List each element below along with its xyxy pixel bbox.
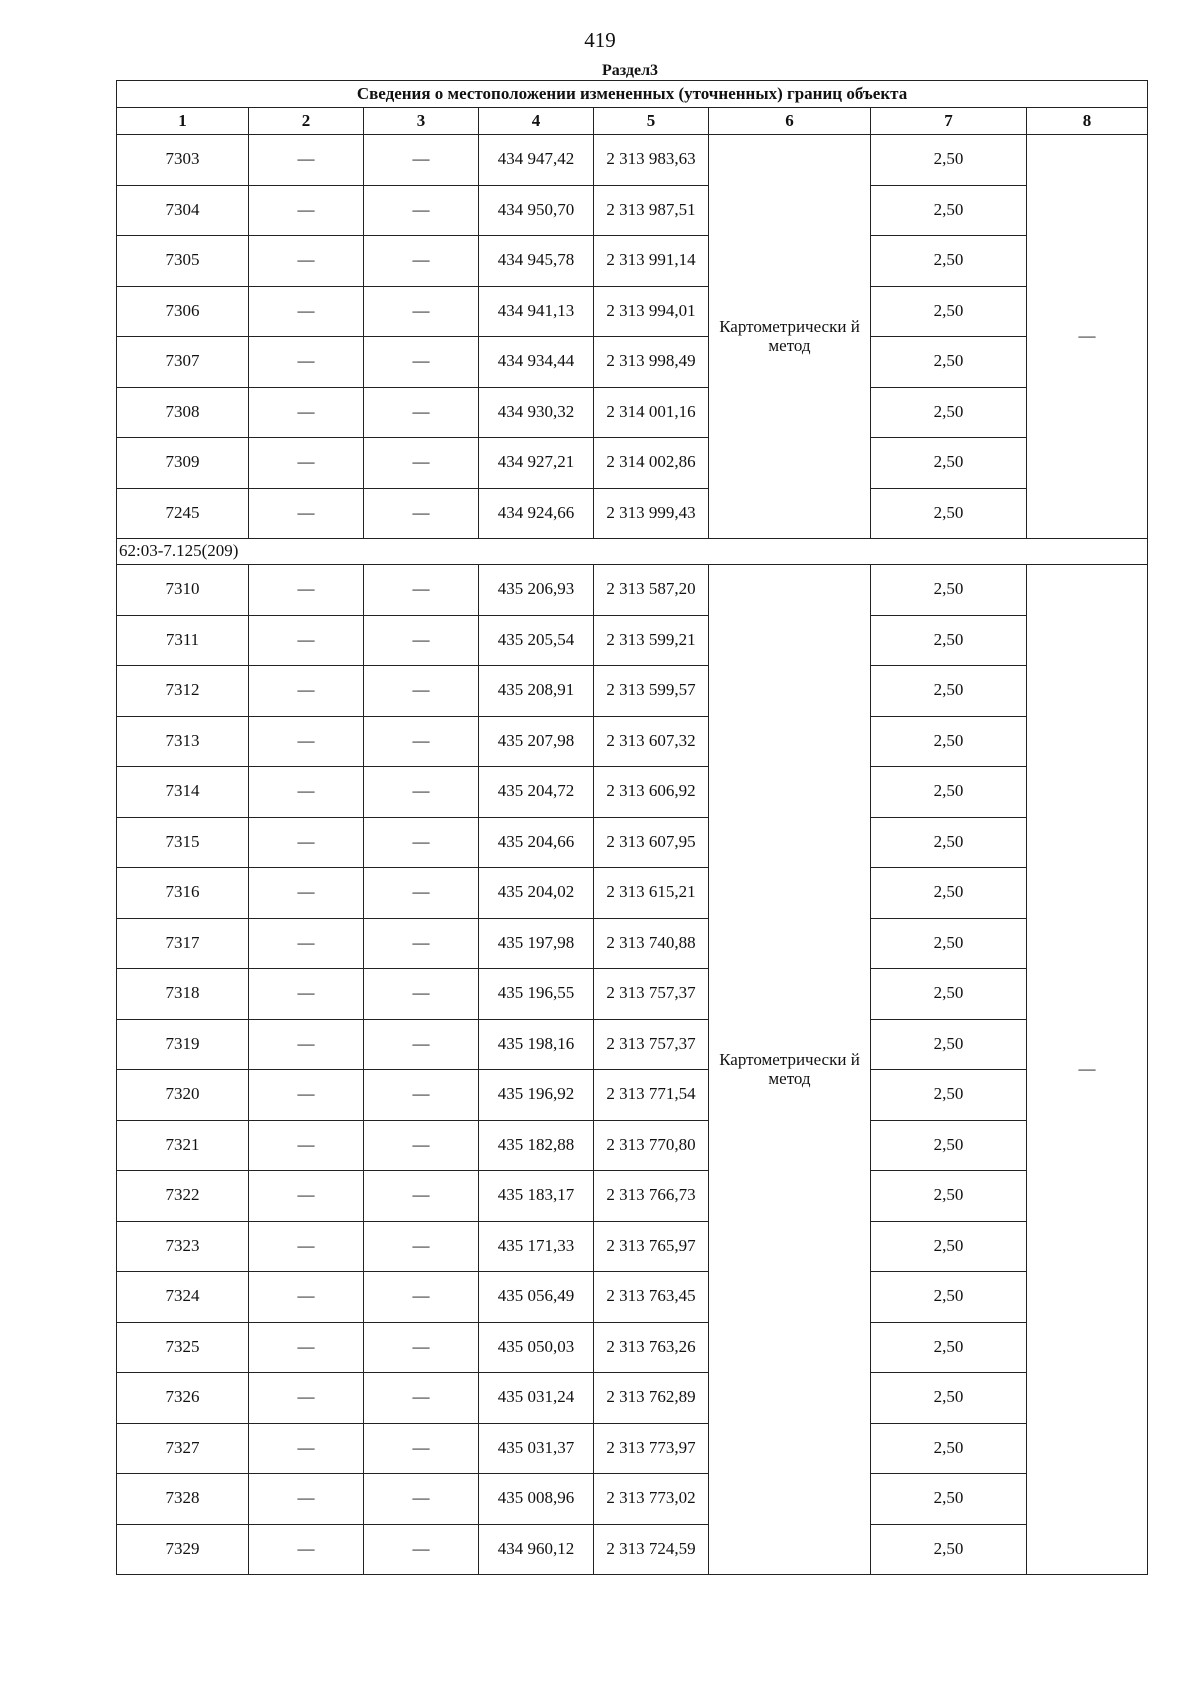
- column-2-cell: —: [249, 868, 364, 919]
- table-row: [117, 868, 1148, 919]
- y-coordinate-cell: 2 313 724,59: [594, 1524, 709, 1575]
- accuracy-cell: 2,50: [871, 135, 1027, 186]
- x-coordinate-cell: 435 196,55: [479, 969, 594, 1020]
- column-3-cell: —: [364, 488, 479, 539]
- point-number-cell: 7305: [117, 236, 249, 287]
- accuracy-cell: 2,50: [871, 918, 1027, 969]
- point-number-cell: 7309: [117, 438, 249, 489]
- y-coordinate-cell: 2 314 001,16: [594, 387, 709, 438]
- column-2-cell: —: [249, 236, 364, 287]
- x-coordinate-cell: 434 930,32: [479, 387, 594, 438]
- y-coordinate-cell: 2 313 765,97: [594, 1221, 709, 1272]
- column-number-row: [117, 108, 1148, 135]
- column-3-cell: —: [364, 438, 479, 489]
- accuracy-cell: 2,50: [871, 666, 1027, 717]
- column-3-cell: —: [364, 1272, 479, 1323]
- column-2-cell: —: [249, 1019, 364, 1070]
- column-2-cell: —: [249, 286, 364, 337]
- accuracy-cell: 2,50: [871, 767, 1027, 818]
- column-2-cell: —: [249, 387, 364, 438]
- column-3-cell: —: [364, 1524, 479, 1575]
- point-number-cell: 7329: [117, 1524, 249, 1575]
- x-coordinate-cell: 434 945,78: [479, 236, 594, 287]
- x-coordinate-cell: 435 056,49: [479, 1272, 594, 1323]
- column-3-cell: —: [364, 1221, 479, 1272]
- accuracy-cell: 2,50: [871, 1423, 1027, 1474]
- x-coordinate-cell: 435 198,16: [479, 1019, 594, 1070]
- column-3-cell: —: [364, 1423, 479, 1474]
- y-coordinate-cell: 2 313 606,92: [594, 767, 709, 818]
- y-coordinate-cell: 2 313 757,37: [594, 1019, 709, 1070]
- column-number: 7: [871, 108, 1027, 135]
- accuracy-cell: 2,50: [871, 337, 1027, 388]
- table-row: [117, 767, 1148, 818]
- parcel-group-row: [117, 539, 1148, 565]
- table-row: [117, 337, 1148, 388]
- accuracy-cell: 2,50: [871, 565, 1027, 616]
- column-3-cell: —: [364, 1019, 479, 1070]
- column-2-cell: —: [249, 615, 364, 666]
- column-3-cell: —: [364, 185, 479, 236]
- column-2-cell: —: [249, 1171, 364, 1222]
- x-coordinate-cell: 435 031,37: [479, 1423, 594, 1474]
- column-2-cell: —: [249, 1423, 364, 1474]
- y-coordinate-cell: 2 313 987,51: [594, 185, 709, 236]
- column-2-cell: —: [249, 438, 364, 489]
- table-row: [117, 1019, 1148, 1070]
- y-coordinate-cell: 2 313 991,14: [594, 236, 709, 287]
- column-3-cell: —: [364, 1070, 479, 1121]
- table-row: [117, 1120, 1148, 1171]
- point-number-cell: 7303: [117, 135, 249, 186]
- column-2-cell: —: [249, 716, 364, 767]
- x-coordinate-cell: 435 208,91: [479, 666, 594, 717]
- column-3-cell: —: [364, 969, 479, 1020]
- column-2-cell: —: [249, 918, 364, 969]
- point-number-cell: 7307: [117, 337, 249, 388]
- point-number-cell: 7319: [117, 1019, 249, 1070]
- x-coordinate-cell: 435 204,72: [479, 767, 594, 818]
- column-3-cell: —: [364, 615, 479, 666]
- point-number-cell: 7245: [117, 488, 249, 539]
- table-row: [117, 817, 1148, 868]
- table-row: [117, 1322, 1148, 1373]
- x-coordinate-cell: 435 205,54: [479, 615, 594, 666]
- column-2-cell: —: [249, 565, 364, 616]
- column-8-cell: —: [1027, 565, 1148, 1575]
- point-number-cell: 7326: [117, 1373, 249, 1424]
- table-row: [117, 666, 1148, 717]
- column-2-cell: —: [249, 1272, 364, 1323]
- x-coordinate-cell: 435 171,33: [479, 1221, 594, 1272]
- accuracy-cell: 2,50: [871, 1070, 1027, 1121]
- table-row: [117, 1221, 1148, 1272]
- column-2-cell: —: [249, 1322, 364, 1373]
- point-number-cell: 7318: [117, 969, 249, 1020]
- column-2-cell: —: [249, 488, 364, 539]
- accuracy-cell: 2,50: [871, 1171, 1027, 1222]
- accuracy-cell: 2,50: [871, 1322, 1027, 1373]
- table-row: [117, 1524, 1148, 1575]
- y-coordinate-cell: 2 313 762,89: [594, 1373, 709, 1424]
- table-row: [117, 135, 1148, 186]
- accuracy-cell: 2,50: [871, 1221, 1027, 1272]
- column-number: 4: [479, 108, 594, 135]
- column-2-cell: —: [249, 1120, 364, 1171]
- table-row: [117, 1423, 1148, 1474]
- table-row: [117, 1171, 1148, 1222]
- table-row: [117, 1070, 1148, 1121]
- y-coordinate-cell: 2 313 757,37: [594, 969, 709, 1020]
- x-coordinate-cell: 435 197,98: [479, 918, 594, 969]
- accuracy-cell: 2,50: [871, 1524, 1027, 1575]
- column-3-cell: —: [364, 236, 479, 287]
- column-3-cell: —: [364, 666, 479, 717]
- column-3-cell: —: [364, 135, 479, 186]
- column-3-cell: —: [364, 1171, 479, 1222]
- table-caption: Сведения о местоположении измененных (уточненных) границ объекта: [117, 81, 1148, 108]
- y-coordinate-cell: 2 313 773,02: [594, 1474, 709, 1525]
- y-coordinate-cell: 2 313 763,26: [594, 1322, 709, 1373]
- column-2-cell: —: [249, 1474, 364, 1525]
- column-2-cell: —: [249, 666, 364, 717]
- x-coordinate-cell: 435 204,66: [479, 817, 594, 868]
- column-3-cell: —: [364, 716, 479, 767]
- x-coordinate-cell: 435 050,03: [479, 1322, 594, 1373]
- point-number-cell: 7316: [117, 868, 249, 919]
- point-number-cell: 7324: [117, 1272, 249, 1323]
- y-coordinate-cell: 2 313 766,73: [594, 1171, 709, 1222]
- column-3-cell: —: [364, 1373, 479, 1424]
- table-row: [117, 716, 1148, 767]
- x-coordinate-cell: 435 204,02: [479, 868, 594, 919]
- accuracy-cell: 2,50: [871, 716, 1027, 767]
- table-row: [117, 488, 1148, 539]
- y-coordinate-cell: 2 313 773,97: [594, 1423, 709, 1474]
- table-row: [117, 615, 1148, 666]
- point-number-cell: 7320: [117, 1070, 249, 1121]
- x-coordinate-cell: 435 206,93: [479, 565, 594, 616]
- column-2-cell: —: [249, 817, 364, 868]
- y-coordinate-cell: 2 313 607,32: [594, 716, 709, 767]
- point-number-cell: 7323: [117, 1221, 249, 1272]
- table-row: [117, 969, 1148, 1020]
- x-coordinate-cell: 435 183,17: [479, 1171, 594, 1222]
- point-number-cell: 7321: [117, 1120, 249, 1171]
- column-2-cell: —: [249, 337, 364, 388]
- x-coordinate-cell: 434 924,66: [479, 488, 594, 539]
- accuracy-cell: 2,50: [871, 236, 1027, 287]
- table-row: [117, 565, 1148, 616]
- column-2-cell: —: [249, 135, 364, 186]
- y-coordinate-cell: 2 313 587,20: [594, 565, 709, 616]
- table-row: [117, 286, 1148, 337]
- x-coordinate-cell: 434 934,44: [479, 337, 594, 388]
- column-number: 2: [249, 108, 364, 135]
- column-3-cell: —: [364, 918, 479, 969]
- y-coordinate-cell: 2 313 999,43: [594, 488, 709, 539]
- table-row: [117, 1272, 1148, 1323]
- parcel-group-label: 62:03-7.125(209): [117, 539, 1148, 565]
- point-number-cell: 7315: [117, 817, 249, 868]
- x-coordinate-cell: 434 947,42: [479, 135, 594, 186]
- column-number: 8: [1027, 108, 1148, 135]
- accuracy-cell: 2,50: [871, 615, 1027, 666]
- accuracy-cell: 2,50: [871, 1474, 1027, 1525]
- column-number: 3: [364, 108, 479, 135]
- y-coordinate-cell: 2 313 599,57: [594, 666, 709, 717]
- column-3-cell: —: [364, 1120, 479, 1171]
- column-3-cell: —: [364, 767, 479, 818]
- x-coordinate-cell: 435 207,98: [479, 716, 594, 767]
- y-coordinate-cell: 2 313 994,01: [594, 286, 709, 337]
- column-number: 5: [594, 108, 709, 135]
- accuracy-cell: 2,50: [871, 185, 1027, 236]
- method-cell: Картометрически й метод: [709, 565, 871, 1575]
- accuracy-cell: 2,50: [871, 868, 1027, 919]
- y-coordinate-cell: 2 313 763,45: [594, 1272, 709, 1323]
- column-number: 1: [117, 108, 249, 135]
- table-row: [117, 918, 1148, 969]
- x-coordinate-cell: 434 950,70: [479, 185, 594, 236]
- point-number-cell: 7328: [117, 1474, 249, 1525]
- point-number-cell: 7304: [117, 185, 249, 236]
- table-row: [117, 387, 1148, 438]
- accuracy-cell: 2,50: [871, 969, 1027, 1020]
- point-number-cell: 7306: [117, 286, 249, 337]
- point-number-cell: 7311: [117, 615, 249, 666]
- y-coordinate-cell: 2 313 615,21: [594, 868, 709, 919]
- column-3-cell: —: [364, 337, 479, 388]
- x-coordinate-cell: 434 927,21: [479, 438, 594, 489]
- y-coordinate-cell: 2 313 599,21: [594, 615, 709, 666]
- column-3-cell: —: [364, 1474, 479, 1525]
- column-3-cell: —: [364, 387, 479, 438]
- boundary-coordinates-table: [116, 80, 1148, 1575]
- y-coordinate-cell: 2 314 002,86: [594, 438, 709, 489]
- column-3-cell: —: [364, 565, 479, 616]
- accuracy-cell: 2,50: [871, 817, 1027, 868]
- column-3-cell: —: [364, 1322, 479, 1373]
- x-coordinate-cell: 434 960,12: [479, 1524, 594, 1575]
- table-row: [117, 185, 1148, 236]
- point-number-cell: 7314: [117, 767, 249, 818]
- column-3-cell: —: [364, 868, 479, 919]
- y-coordinate-cell: 2 313 771,54: [594, 1070, 709, 1121]
- column-2-cell: —: [249, 1221, 364, 1272]
- section-title: Раздел3: [601, 62, 659, 79]
- accuracy-cell: 2,50: [871, 438, 1027, 489]
- column-2-cell: —: [249, 185, 364, 236]
- point-number-cell: 7313: [117, 716, 249, 767]
- table-row: [117, 1474, 1148, 1525]
- method-cell: Картометрически й метод: [709, 135, 871, 539]
- point-number-cell: 7312: [117, 666, 249, 717]
- x-coordinate-cell: 435 031,24: [479, 1373, 594, 1424]
- column-2-cell: —: [249, 1070, 364, 1121]
- y-coordinate-cell: 2 313 770,80: [594, 1120, 709, 1171]
- table-row: [117, 438, 1148, 489]
- point-number-cell: 7322: [117, 1171, 249, 1222]
- column-3-cell: —: [364, 817, 479, 868]
- column-number: 6: [709, 108, 871, 135]
- y-coordinate-cell: 2 313 998,49: [594, 337, 709, 388]
- point-number-cell: 7327: [117, 1423, 249, 1474]
- accuracy-cell: 2,50: [871, 387, 1027, 438]
- table-row: [117, 1373, 1148, 1424]
- column-2-cell: —: [249, 767, 364, 818]
- y-coordinate-cell: 2 313 607,95: [594, 817, 709, 868]
- y-coordinate-cell: 2 313 983,63: [594, 135, 709, 186]
- point-number-cell: 7308: [117, 387, 249, 438]
- accuracy-cell: 2,50: [871, 1019, 1027, 1070]
- y-coordinate-cell: 2 313 740,88: [594, 918, 709, 969]
- column-2-cell: —: [249, 1524, 364, 1575]
- point-number-cell: 7310: [117, 565, 249, 616]
- column-3-cell: —: [364, 286, 479, 337]
- x-coordinate-cell: 435 182,88: [479, 1120, 594, 1171]
- accuracy-cell: 2,50: [871, 1120, 1027, 1171]
- page-number: 419: [584, 28, 616, 52]
- accuracy-cell: 2,50: [871, 286, 1027, 337]
- point-number-cell: 7317: [117, 918, 249, 969]
- column-8-cell: —: [1027, 135, 1148, 539]
- accuracy-cell: 2,50: [871, 488, 1027, 539]
- x-coordinate-cell: 435 196,92: [479, 1070, 594, 1121]
- x-coordinate-cell: 434 941,13: [479, 286, 594, 337]
- table-row: [117, 236, 1148, 287]
- x-coordinate-cell: 435 008,96: [479, 1474, 594, 1525]
- column-2-cell: —: [249, 1373, 364, 1424]
- accuracy-cell: 2,50: [871, 1373, 1027, 1424]
- column-2-cell: —: [249, 969, 364, 1020]
- table-caption-row: [117, 81, 1148, 108]
- accuracy-cell: 2,50: [871, 1272, 1027, 1323]
- point-number-cell: 7325: [117, 1322, 249, 1373]
